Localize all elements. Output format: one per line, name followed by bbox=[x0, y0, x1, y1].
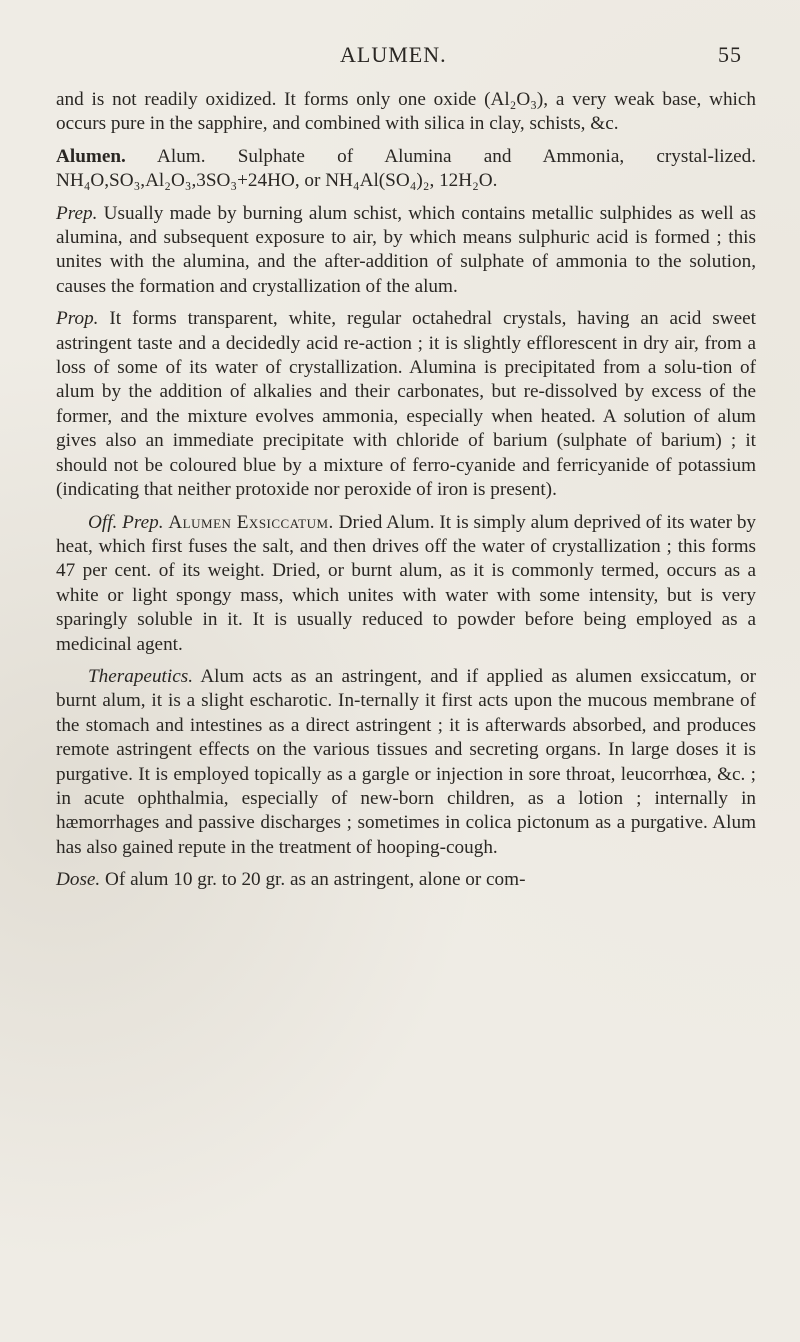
prep-label: Prep. bbox=[56, 202, 98, 224]
prop-label: Prop. bbox=[56, 308, 99, 330]
intro-text: and is not readily oxidized. It forms only one oxide (Al₂O₃), a very weak base, which occurs pure in the sapphire, and combined with silica in clay, schists, &c. bbox=[56, 89, 756, 135]
dose-label: Dose. bbox=[56, 869, 101, 891]
prep-text: Usually made by burning alum schist, which contains metallic sulphides as well as alumina, and subsequent exposure to air, by which means sulphuric acid is formed ; this unites with the alumina, and the after-addition of sulphate of ammonia to the solution, causes the formation and crystallization of the alum. bbox=[56, 202, 756, 297]
paragraph-off-prep bbox=[56, 511, 756, 657]
alumen-description: Alum. Sulphate of Alumina and Ammonia, crystal-lized. NH₄O,SO₃,Al₂O₃,3SO₃+24HO, or NH₄Al(SO₄)₂, 12H₂O. bbox=[56, 145, 756, 192]
paragraph-prop bbox=[56, 307, 756, 502]
paragraph-prep bbox=[56, 202, 756, 300]
body-text bbox=[56, 88, 756, 893]
prop-text: It forms transparent, white, regular octahedral crystals, having an acid sweet astringent taste and a decidedly acid re-action ; it is slightly efflorescent in dry air, from a loss of some of its water of crystallization. Alumina is precipitated from a solu-tion of alum by the addition of alkalies and their carbonates, but re-dissolved by excess of the former, and the mixture evolves ammonia, especially when heated. A solution of alum gives also an immediate precipitate with chloride of barium (sulphate of barium) ; it should not be coloured blue by a mixture of ferro-cyanide and ferricyanide of potassium (indicating that neither protoxide nor peroxide of iron is present). bbox=[56, 308, 756, 501]
therapeutics-label: Therapeutics. bbox=[88, 665, 193, 687]
off-prep-label: Off. Prep. bbox=[88, 511, 164, 533]
therapeutics-text: Alum acts as an astringent, and if applied as alumen exsiccatum, or burnt alum, it is a slight escharotic. In-ternally it first acts upon the mucous membrane of the stomach and intestines as a direct astringent ; it is afterwards absorbed, and produces remote astringent effects on the various tissues and secreting organs. In large doses it is purgative. It is employed topically as a gargle or injection in sore throat, leucorrhœa, &c. ; in acute ophthalmia, especially of new-born children, as a lotion ; internally in hæmorrhages and passive discharges ; sometimes in colica pictonum as a purgative. Alum has also gained repute in the treatment of hooping-cough. bbox=[56, 665, 756, 858]
page-number: 55 bbox=[718, 42, 742, 67]
alumen-term: Alumen. bbox=[56, 145, 126, 167]
dose-text: Of alum 10 gr. to 20 gr. as an astringent, alone or com- bbox=[100, 869, 526, 891]
off-prep-name: Alumen Exsiccatum. bbox=[168, 511, 334, 533]
paragraph-alumen bbox=[56, 145, 756, 194]
paragraph-intro bbox=[56, 88, 756, 137]
running-title: ALUMEN. bbox=[340, 42, 447, 67]
paragraph-dose bbox=[56, 868, 756, 892]
paragraph-therapeutics bbox=[56, 665, 756, 860]
off-prep-text: Dried Alum. It is simply alum deprived of its water by heat, which first fuses the salt, and then drives off the water of crystallization ; this forms 47 per cent. of its weight. Dried, or burnt alum, as it is commonly termed, occurs as a white or light spongy mass, which unites with water with some intensity, but is very sparingly soluble in it. It is usually reduced to powder before being employed as a medicinal agent. bbox=[56, 511, 757, 655]
running-head bbox=[0, 42, 800, 72]
